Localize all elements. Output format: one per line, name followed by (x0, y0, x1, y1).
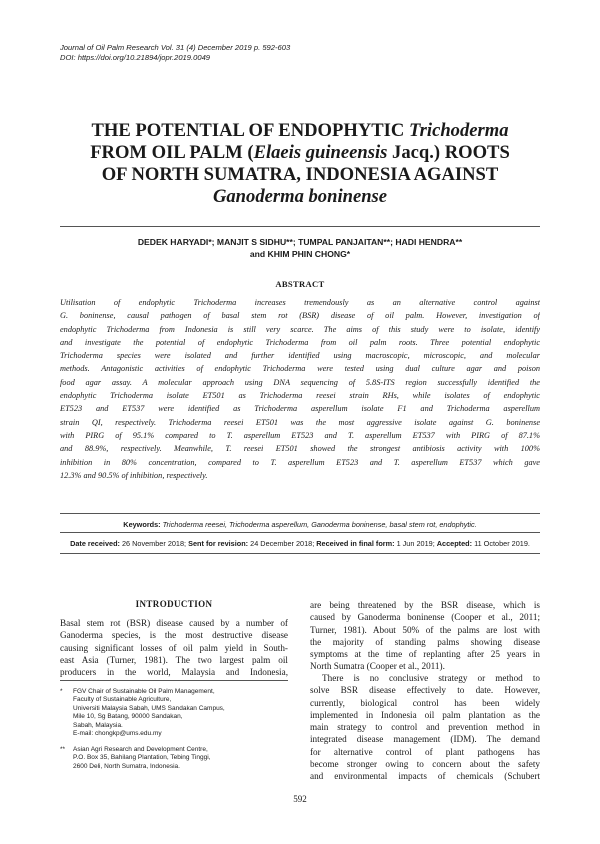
authors-line1: DEDEK HARYADI*; MANJIT S SIDHU**; TUMPAL PANJAITAN**; HADI HENDRA** (137, 237, 463, 247)
body-line: currently, biological control has been widely (310, 697, 540, 708)
right-column-paragraph-1 (310, 599, 540, 673)
date-received: 26 November 2018; (121, 539, 187, 548)
abstract-line: methods. Antagonistic activities of endophytic Trichoderma were tested using dual culture agar and poison (60, 364, 540, 374)
abstract-line: 12.3% and 90.5% of inhibition, respectively. (60, 470, 208, 480)
footnote-line: 2600 Deli, North Sumatra, Indonesia. (73, 762, 180, 770)
journal-citation: Journal of Oil Palm Research Vol. 31 (4) December 2019 p. 592-603 (60, 43, 291, 52)
abstract-line: Trichoderma species were isolated and further identified using macroscopic, microscopic, and molecular (60, 351, 540, 361)
body-line: solve BSR disease effectively to date. However, (310, 685, 540, 696)
date-accepted: 11 October 2019. (474, 539, 530, 548)
introduction-heading: INTRODUCTION (135, 599, 213, 609)
paper-title (40, 120, 560, 208)
footnote-line: Faculty of Sustainable Agriculture, (73, 696, 172, 704)
abstract-line: strain QI, respectively. Trichoderma reesei ET501 was the most aggressive isolate against G. boninense (60, 417, 540, 427)
footnote-mark: ** (60, 746, 66, 753)
intro-line: producers in the world, Malaysia and Indonesia, (60, 667, 288, 678)
title-line1-b: Trichoderma (409, 120, 509, 141)
abstract-line: with PIRG of 95.1% compared to T. asperellum ET523 and T. asperellum ET537 with PIRG of 87.1% (60, 430, 540, 440)
body-line: are being threatened by the BSR disease, which is (310, 600, 540, 610)
page-number: 592 (293, 794, 307, 804)
footnote-line: FGV Chair of Sustainable Oil Palm Management, (73, 688, 215, 695)
abstract-line: food agar assay. A molecular approach using DNA sequencing of 5.8S-ITS region successfully identified the (60, 377, 540, 387)
title-line1-a: THE POTENTIAL OF ENDOPHYTIC (91, 120, 409, 141)
date-accepted-label: Accepted: (436, 539, 473, 548)
title-line4: Ganoderma boninense (212, 186, 388, 207)
intro-line: causing significant losses of oil palm yield in South- (60, 642, 288, 653)
body-line: for alternative control of plant pathogens has (310, 746, 540, 757)
body-line: the majority of standing palms showing disease (310, 636, 540, 647)
abstract-body (60, 296, 540, 482)
date-received-label: Date received: (70, 539, 120, 548)
date-revision-label: Sent for revision: (188, 539, 249, 548)
footnote-line: P.O. Box 35, Bahilang Plantation, Tebing Tinggi, (73, 754, 211, 762)
right-column-paragraph-2 (310, 672, 540, 783)
abstract-line: and 88.9%, respectively. Meanwhile, T. reesei ET501 showed the strongest antibiosis activity with 100% (60, 444, 540, 454)
intro-line: Basal stem rot (BSR) disease caused by a number of (60, 618, 288, 628)
footnote-email: E-mail: chongkp@ums.edu.my (73, 730, 162, 738)
abstract-line: endophytic Trichoderma isolate ET501 as Trichoderma reesei strain RHs, while isolates of endophytic (60, 391, 540, 401)
title-line3: OF NORTH SUMATRA, INDONESIA AGAINST (101, 164, 499, 185)
body-line: integrated disease management (IDM). The demand (310, 734, 540, 745)
body-line: main strategy to control and prevention method in (310, 722, 540, 733)
dates-bottom-rule (60, 553, 540, 554)
body-line: and environmental impacts of chemicals (Schubert (310, 771, 540, 782)
footnote-rule (60, 680, 288, 681)
intro-line: Ganoderma species, is the most destructive disease (60, 630, 288, 641)
date-final-label: Received in final form: (316, 539, 395, 548)
keywords-value: Trichoderma reesei, Trichoderma asperellum, Ganoderma boninense, basal stem rot, endophytic. (162, 520, 477, 529)
title-divider (60, 226, 540, 227)
body-line: implemented in Indonesia oil palm plantation as the (310, 709, 540, 720)
keywords (60, 520, 540, 530)
body-line: symptoms at the time of replanting after 25 years in (310, 649, 540, 660)
abstract-heading: ABSTRACT (275, 279, 325, 289)
footnote-line: Mile 10, Sg Batang, 90000 Sandakan, (73, 713, 183, 721)
abstract-line: ET523 and ET537 were identified as Trichoderma asperellum isolate F1 and Trichoderma asperellum (60, 404, 540, 414)
introduction-body (60, 617, 288, 678)
body-line: caused by Ganoderma boninense (Cooper et al., 2011; (310, 612, 540, 623)
body-line: become stronger owing to concern about the safety (310, 759, 540, 770)
title-line2-c: Jacq.) ROOTS (387, 142, 510, 163)
keywords-label: Keywords: (123, 520, 161, 529)
title-line2-b: Elaeis guineensis (253, 142, 388, 163)
authors-line2: and KHIM PHIN CHONG* (249, 249, 351, 259)
footnote-line: Sabah, Malaysia. (73, 721, 123, 729)
keywords-top-rule (60, 513, 540, 514)
dates-top-rule (60, 532, 540, 533)
abstract-line: G. boninense, causal pathogen of basal stem rot (BSR) disease of oil palm. However, investigation of (60, 311, 540, 321)
abstract-line: inhibition in 80% concentration, compared to T. asperellum ET523 and T. asperellum ET537 which gave (60, 457, 540, 467)
body-line: There is no conclusive strategy or method to (322, 673, 540, 683)
journal-doi: DOI: https://doi.org/10.21894/jopr.2019.0049 (60, 53, 211, 62)
abstract-line: and investigate the potential of endophytic Trichoderma from oil palm roots. Three potential endophytic (60, 337, 540, 347)
footnote-mark: * (60, 688, 63, 695)
body-line: North Sumatra (Cooper et al., 2011). (310, 661, 445, 672)
abstract-line: endophytic Trichoderma from Indonesia is still very scarce. The aims of this study were to isolate, identify (60, 324, 540, 334)
title-line2-a: FROM OIL PALM ( (90, 142, 254, 163)
manuscript-dates (60, 539, 540, 548)
authors (60, 236, 540, 260)
footnote-line: Asian Agri Research and Development Centre, (73, 746, 208, 753)
abstract-line: Utilisation of endophytic Trichoderma increases tremendously as an alternative control against (60, 298, 540, 307)
journal-header (60, 43, 290, 63)
date-revision: 24 December 2018; (250, 539, 315, 548)
date-final: 1 Jun 2019; (396, 539, 435, 548)
intro-line: east Asia (Turner, 1981). The two largest palm oil (60, 654, 288, 665)
body-line: Turner, 1981). About 50% of the palms are lost with (310, 624, 540, 635)
footnote-line: Universiti Malaysia Sabah, UMS Sandakan Campus, (73, 704, 225, 712)
